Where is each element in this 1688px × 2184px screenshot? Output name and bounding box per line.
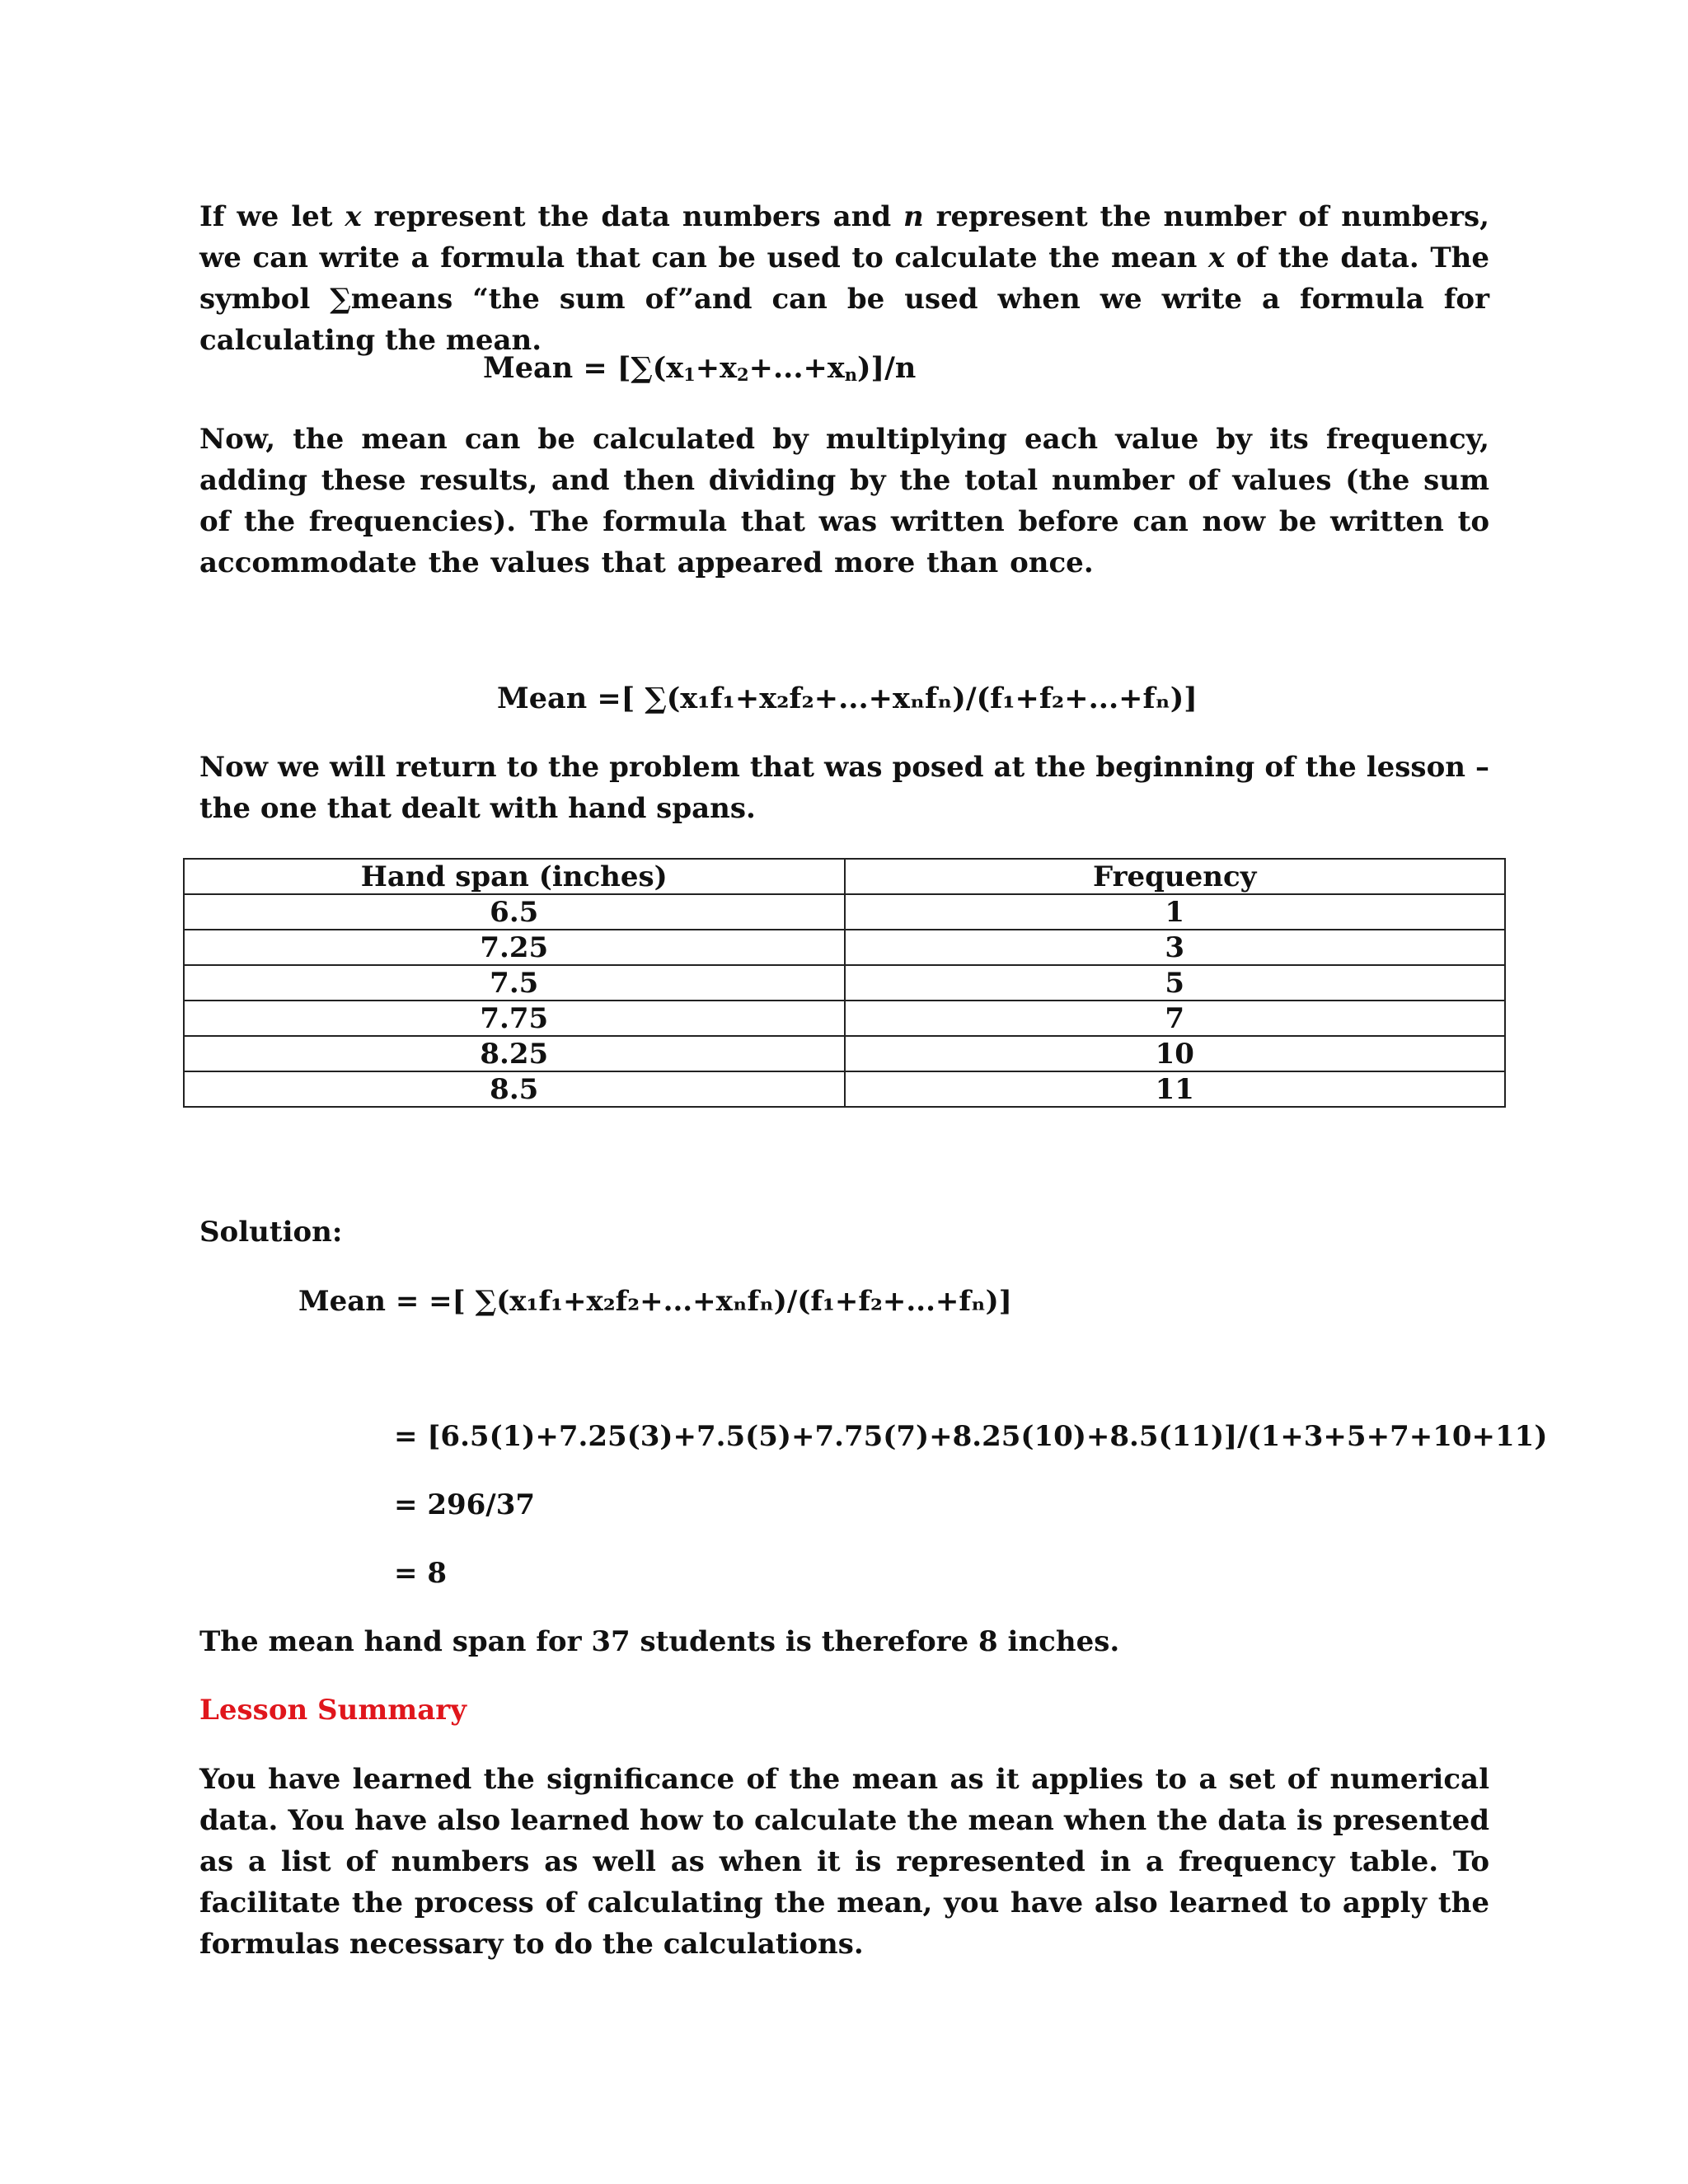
cell-frequency: 5 — [845, 965, 1506, 1001]
intro-text-3: represent the number of numbers, we can write a formula that can be used to calculate the mean — [199, 200, 1489, 274]
cell-hand-span: 7.75 — [184, 1001, 845, 1036]
table-row — [184, 894, 1505, 930]
intro-text-2: represent the data numbers and — [361, 200, 903, 233]
solution-label: Solution: — [199, 1216, 343, 1249]
cell-frequency: 10 — [845, 1036, 1506, 1071]
solution-result: = 8 — [394, 1557, 447, 1590]
cell-frequency: 11 — [845, 1071, 1506, 1107]
cell-frequency: 1 — [845, 894, 1506, 930]
intro-text-4: of the data. The symbol ∑means “the sum of”and can be used when we write a formula for calculating the mean. — [199, 241, 1489, 357]
variable-n: n — [903, 200, 924, 233]
table-row — [184, 1001, 1505, 1036]
table-row — [184, 965, 1505, 1001]
variable-x-mean: x — [1207, 241, 1226, 274]
cell-frequency: 3 — [845, 930, 1506, 965]
conclusion-text: The mean hand span for 37 students is therefore 8 inches. — [199, 1625, 1120, 1658]
solution-formula: Mean = =[ ∑(x₁f₁+x₂f₂+...+xₙfₙ)/(f₁+f₂+...+fₙ)] — [298, 1285, 1012, 1318]
header-frequency: Frequency — [845, 859, 1506, 894]
mean-formula-simple: Mean = $[\sum(x_1+x_2+...+x_n)]/n$ — [483, 351, 917, 386]
cell-hand-span: 6.5 — [184, 894, 845, 930]
hand-span-intro: Now we will return to the problem that was posed at the beginning of the lesson – the one that dealt with hand spans. — [199, 751, 1489, 825]
table-row — [184, 1036, 1505, 1071]
intro-paragraph — [199, 196, 1489, 361]
cell-hand-span: 7.25 — [184, 930, 845, 965]
table-header-row — [184, 859, 1505, 894]
cell-frequency: 7 — [845, 1001, 1506, 1036]
cell-hand-span: 8.25 — [184, 1036, 845, 1071]
solution-substitution: = [6.5(1)+7.25(3)+7.5(5)+7.75(7)+8.25(10)+8.5(11)]/(1+3+5+7+10+11) — [394, 1420, 1548, 1453]
cell-hand-span: 7.5 — [184, 965, 845, 1001]
frequency-table — [183, 858, 1506, 1108]
frequency-paragraph: Now, the mean can be calculated by multiplying each value by its frequency, adding these results, and then dividing by the total number of values (the sum of the frequencies). The formula that was written before can now be written to accommodate the values that appeared more than once. — [199, 423, 1489, 579]
solution-fraction: = 296/37 — [394, 1488, 536, 1521]
cell-hand-span: 8.5 — [184, 1071, 845, 1107]
table-row — [184, 930, 1505, 965]
intro-text-1: If we let — [199, 200, 345, 233]
lesson-summary-text: You have learned the significance of the mean as it applies to a set of numerical data. You have also learned how to calculate the mean when the data is presented as a list of numbers as well as when it is represented in a frequency table. To facilitate the process of calculating the mean, you have also learned to apply the formulas necessary to do the calculations. — [199, 1763, 1489, 1961]
mean-formula-frequency: Mean =[ ∑(x₁f₁+x₂f₂+...+xₙfₙ)/(f₁+f₂+...+fₙ)] — [497, 682, 1198, 715]
variable-x: x — [345, 200, 362, 233]
table-row — [184, 1071, 1505, 1107]
header-hand-span: Hand span (inches) — [184, 859, 845, 894]
lesson-summary-heading: Lesson Summary — [199, 1694, 467, 1727]
